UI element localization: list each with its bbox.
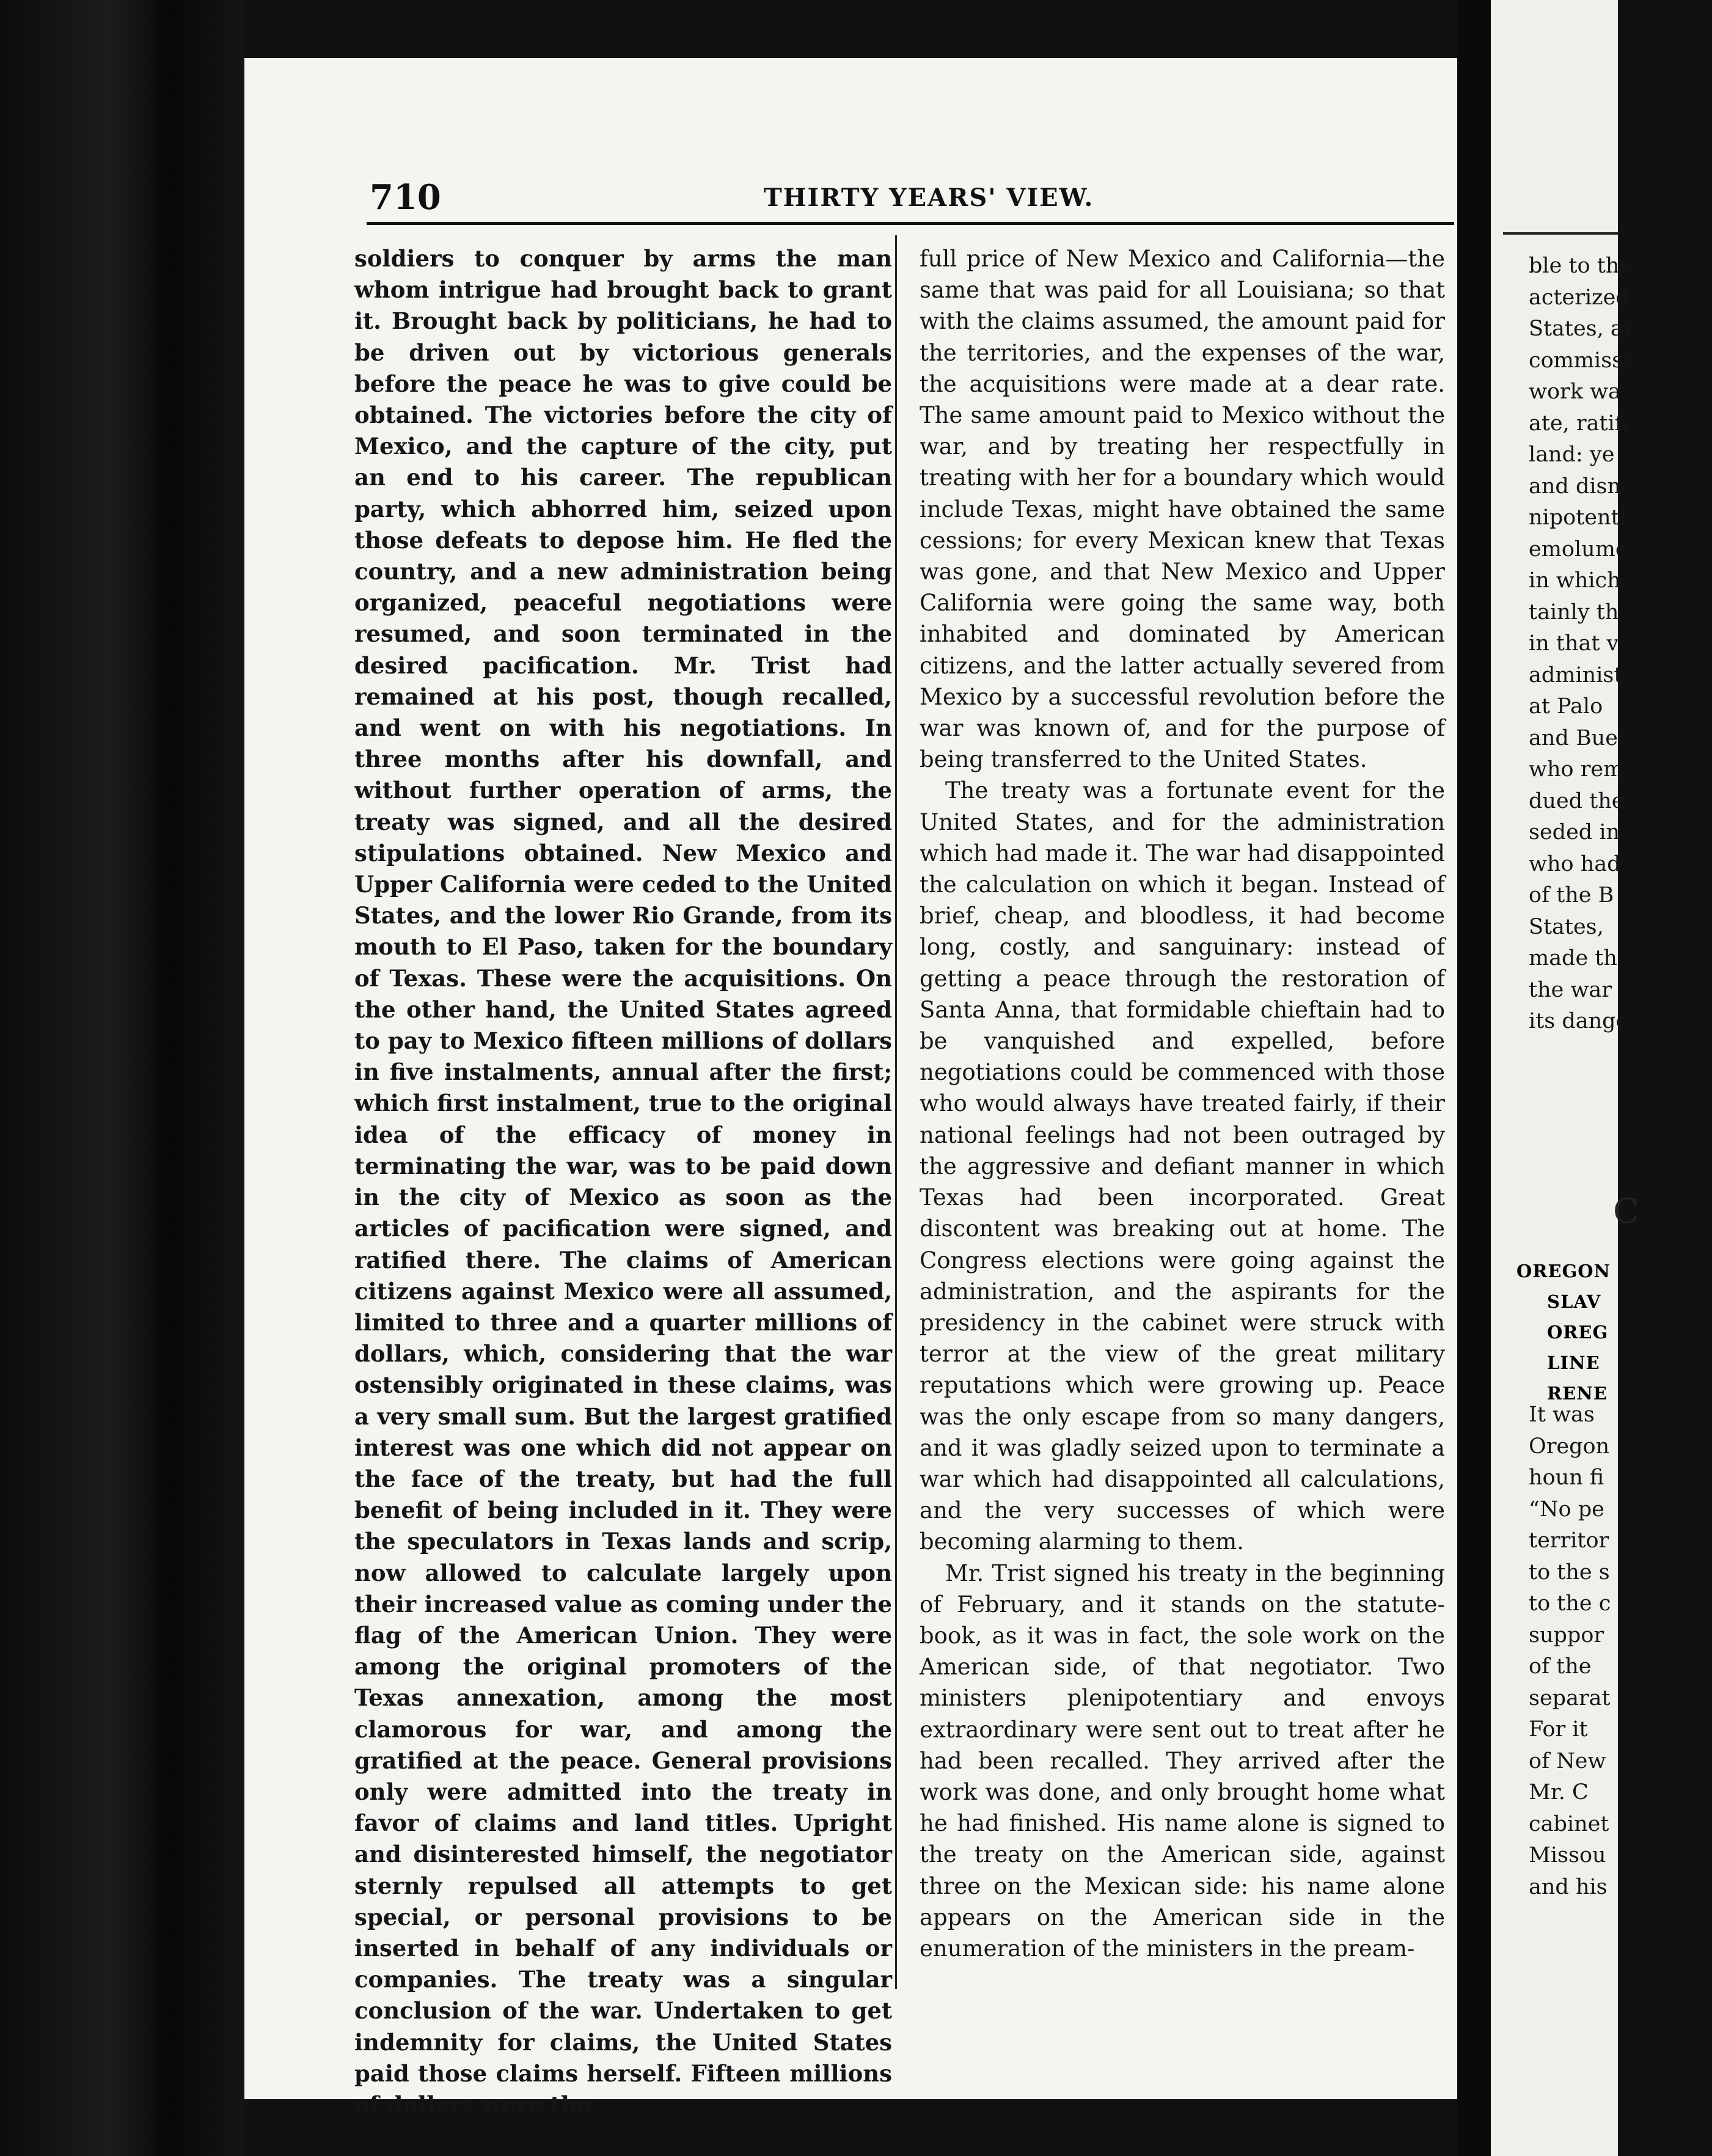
text-line: ble to the <box>1529 254 1633 278</box>
text-line: dued the <box>1529 788 1625 813</box>
text-line: emolume <box>1529 537 1628 562</box>
text-line: administ <box>1529 662 1623 688</box>
summary-line: LINE <box>1547 1352 1600 1373</box>
left-column <box>354 243 892 2121</box>
text-line: Mr. C <box>1529 1780 1589 1805</box>
text-line: cabinet <box>1529 1811 1609 1836</box>
text-line: the war <box>1529 977 1612 1002</box>
facing-text-bottom <box>1529 1399 1611 1903</box>
text-line: nipotenti <box>1529 505 1626 530</box>
text-line: ate, ratifi <box>1529 411 1630 436</box>
text-line: and his <box>1529 1874 1608 1899</box>
text-line: to the s <box>1529 1560 1610 1585</box>
text-line: made th <box>1529 946 1617 970</box>
text-line: work wa <box>1529 380 1621 404</box>
summary-line: OREGON <box>1516 1261 1611 1282</box>
text-line: at Palo <box>1529 694 1603 719</box>
running-title: THIRTY YEARS' VIEW. <box>764 183 1094 212</box>
text-line: “No pe <box>1529 1497 1604 1522</box>
text-line: suppor <box>1529 1623 1604 1648</box>
text-line: and Bue <box>1529 725 1618 750</box>
paragraph: Mr. Trist signed his treaty in the beginning of February, and it stands on the statute-book, as it was in fact, the sole work on the American side, of that negotiator. Two ministers plenipotentiary and envoys extraordinary were sent out to treat after he had been recalled. They arrived after the work was done, and only brought home what he had finished. His name alone is signed to the treaty on the American side, against three on the Mexican side: his name alone appears on the American side in the enumeration of the ministers in the pream- <box>920 1560 1445 1962</box>
facing-text-top <box>1529 251 1712 1038</box>
text-line: tainly th <box>1529 600 1619 625</box>
text-line: States, ar <box>1529 317 1634 341</box>
text-line: to the c <box>1529 1591 1611 1616</box>
text-line: who rem <box>1529 757 1624 782</box>
text-line: territor <box>1529 1528 1609 1553</box>
facing-page <box>1491 0 1639 2156</box>
summary-line: OREG <box>1547 1322 1609 1343</box>
text-line: Oregon <box>1529 1434 1610 1459</box>
facing-header-rule <box>1503 232 1619 235</box>
text-line: seded in <box>1529 820 1620 845</box>
text-line: of the <box>1529 1654 1592 1679</box>
text-line: in that v <box>1529 631 1619 656</box>
text-line: It was <box>1529 1402 1595 1427</box>
text-line: acterized <box>1529 285 1630 310</box>
text-line: its dange <box>1529 1009 1629 1033</box>
page-gutter <box>1457 0 1491 2156</box>
book-page <box>244 58 1457 2118</box>
paragraph: The treaty was a fortunate event for the United States, and for the administration which had made it. The war had disappointed the calculation on which it began. Instead of brief, cheap, and bloodless, it had become long, costly, and sanguinary: instead of getting a peace through the restoration of Santa Anna, that formidable chieftain had to be vanquished and expelled, before negotiations could be commenced with those who would always have treated fairly, if their national feelings had not been outraged by the aggressive and defiant manner in which Texas had been incorporated. Great discontent was breaking out at home. The Congress elections were going against the administration, and the aspirants for the presidency in the cabinet were struck with terror at the view of the great military reputations which were growing up. Peace was the only escape from so many dangers, and it was gladly seized upon to terminate a war which had disappointed all calculations, and the very successes of which were becoming alarming to them. <box>920 777 1445 1555</box>
summary-line: SLAV <box>1547 1291 1601 1312</box>
text-line: of the B <box>1529 883 1614 908</box>
text-line: houn fi <box>1529 1465 1604 1490</box>
summary-line: RENE <box>1547 1383 1608 1404</box>
text-line: who had <box>1529 851 1621 876</box>
text-line: For it <box>1529 1717 1588 1742</box>
text-line: of New <box>1529 1748 1606 1773</box>
text-line: commissi <box>1529 348 1630 373</box>
text-line: and dism <box>1529 474 1628 499</box>
paragraph: soldiers to conquer by arms the man whom intrigue had brought back to grant it. Brought back by politicians, he had to be driven out by victorious generals before the peace he was to give could be obtained. The victories before the city of Mexico, and the capture of the city, put an end to his career. The republican party, which abhorred him, seized upon those defeats to depose him. He fled the country, and a new administration being organized, peaceful negotiations were resumed, and soon terminated in the desired pacification. Mr. Trist had remained at his post, though recalled, and went on with his negotiations. In three months after his downfall, and without further operation of arms, the treaty was signed, and all the desired stipulations obtained. New Mexico and Upper California were ceded to the United States, and the lower Rio Grande, from its mouth to El Paso, taken for the boundary of Texas. These were the acquisitions. On the other hand, the United States agreed to pay to Mexico fifteen millions of dollars in five instalments, annual after the first; which first instalment, true to the original idea of the efficacy of money in terminating the war, was to be paid down in the city of Mexico as soon as the articles of pacification were signed, and ratified there. The claims of American citizens against Mexico were all assumed, limited to three and a quarter millions of dollars, which, considering that the war ostensibly originated in these claims, was a very small sum. But the largest gratified interest was one which did not appear on the face of the treaty, but had the full benefit of being included in it. They were the speculators in Texas lands and scrip, now allowed to calculate largely upon their increased value as coming under the flag of the American Union. They were among the original promoters of the Texas annexation, among the most clamorous for war, and among the gratified at the peace. General provisions only were admitted into the treaty in favor of claims and land titles. Upright and disinterested himself, the negotiator sternly repulsed all attempts to get special, or personal provisions to be inserted in behalf of any individuals or companies. The treaty was a singular conclusion of the war. Undertaken to get indemnity for claims, the United States paid those claims herself. Fifteen millions of dollars were the <box>354 245 892 2118</box>
header-rule <box>367 222 1454 225</box>
text-line: land: ye <box>1529 442 1615 467</box>
column-divider <box>895 235 897 1989</box>
right-column <box>920 243 1445 1964</box>
chapter-summary <box>1516 1256 1611 1409</box>
left-film-border <box>0 0 244 2156</box>
page-number: 710 <box>370 177 441 218</box>
paragraph: full price of New Mexico and California—the same that was paid for all Louisiana; so that with the claims assumed, the amount paid for the territories, and the expenses of the war, the acquisitions were made at a dear rate. The same amount paid to Mexico without the war, and by treating her respectfully in treating with her for a boundary which would include Texas, might have obtained the same cessions; for every Mexican knew that Texas was gone, and that New Mexico and Upper California were going the same way, both inhabited and dominated by American citizens, and the latter actually severed from Mexico by a successful revolution before the war was known of, and for the purpose of being transferred to the United States. <box>920 246 1445 773</box>
text-line: States, <box>1529 914 1604 939</box>
chapter-initial: C <box>1613 1192 1639 1231</box>
text-line: in which <box>1529 568 1621 593</box>
text-line: Missou <box>1529 1843 1606 1868</box>
text-line: separat <box>1529 1685 1611 1711</box>
